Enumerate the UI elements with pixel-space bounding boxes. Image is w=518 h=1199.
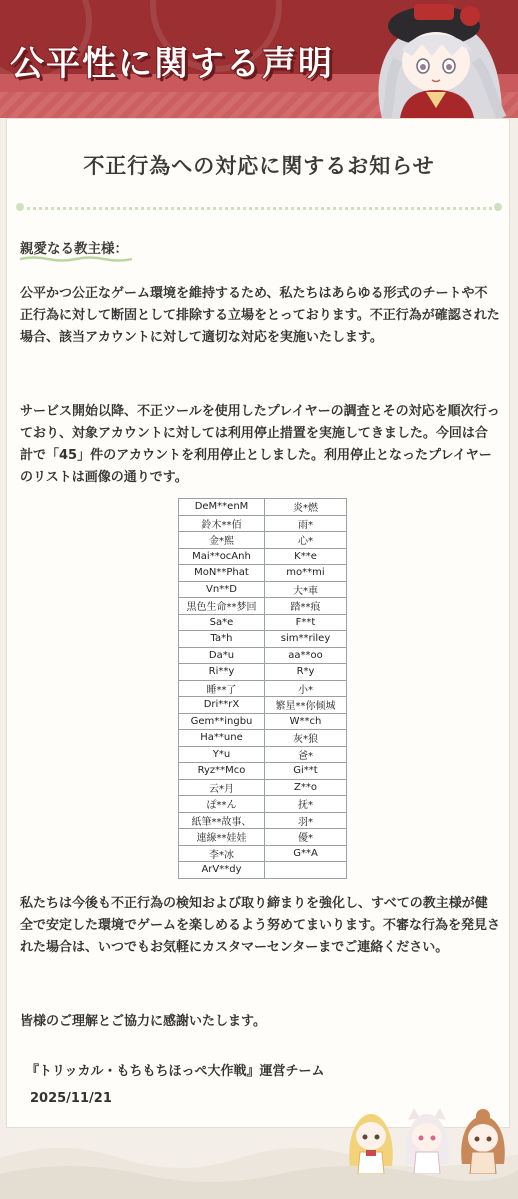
chibi-character-illustration	[344, 1106, 398, 1174]
notice-date: 2025/11/21	[30, 1091, 112, 1106]
table-row	[179, 499, 347, 516]
table-cell: ArV**dy	[179, 862, 265, 879]
table-cell: Ri**y	[179, 664, 265, 681]
table-cell: 抚*	[265, 796, 347, 813]
table-row	[179, 598, 347, 615]
table-cell: ぽ**ん	[179, 796, 265, 813]
table-row	[179, 713, 347, 730]
table-cell: Gem**ingbu	[179, 713, 265, 730]
table-cell: 云*月	[179, 779, 265, 796]
notice-title: 不正行為への対応に関するお知らせ	[83, 154, 435, 178]
table-row	[179, 845, 347, 862]
table-row	[179, 647, 347, 664]
table-cell: K**e	[265, 548, 347, 565]
table-cell: 踏**痕	[265, 598, 347, 615]
table-cell: 心*	[265, 532, 347, 549]
table-row	[179, 565, 347, 582]
paragraph-ban-report: サービス開始以降、不正ツールを使用したプレイヤーの調査とその対応を順次行っており、対象アカウントに対しては利用停止措置を実施してきました。今回は合計で「45」件のアカウントを利用停止としました。利用停止となったプレイヤーのリストは画像の通りです。	[20, 404, 500, 485]
table-cell: 小*	[265, 680, 347, 697]
table-cell: Sa*e	[179, 614, 265, 631]
table-row	[179, 730, 347, 747]
paragraph-commitment: 私たちは今後も不正行為の検知および取り締まりを強化し、すべての教主様が健全で安定した環境でゲームを楽しめるよう努めてまいります。不審な行為を発見された場合は、いつでもお気軽にカスタマーセンターまでご連絡ください。	[20, 896, 500, 955]
paragraph-thanks: 皆様のご理解とご協力に感謝いたします。	[20, 1014, 266, 1029]
table-row	[179, 680, 347, 697]
table-row	[179, 779, 347, 796]
table-row	[179, 631, 347, 648]
table-cell: mo**mi	[265, 565, 347, 582]
table-cell: Ha**une	[179, 730, 265, 747]
table-row	[179, 548, 347, 565]
divider-dot	[494, 203, 502, 211]
table-row	[179, 664, 347, 681]
table-cell: MoN**Phat	[179, 565, 265, 582]
table-cell: 灰*狼	[265, 730, 347, 747]
table-cell: Y*u	[179, 746, 265, 763]
table-cell: 黒色生命**梦回	[179, 598, 265, 615]
table-cell: R*y	[265, 664, 347, 681]
table-cell: 紙筆**故事、	[179, 812, 265, 829]
table-cell: 李*冰	[179, 845, 265, 862]
table-row	[179, 697, 347, 714]
table-cell: F**t	[265, 614, 347, 631]
table-cell: Z**o	[265, 779, 347, 796]
table-row	[179, 515, 347, 532]
table-cell: Vn**D	[179, 581, 265, 598]
table-cell: Dri**rX	[179, 697, 265, 714]
table-cell: DeM**enM	[179, 499, 265, 516]
table-cell: 繁星**你倾城	[265, 697, 347, 714]
table-cell: Mai**ocAnh	[179, 548, 265, 565]
divider-dot	[16, 203, 24, 211]
table-cell: 爸*	[265, 746, 347, 763]
title-divider	[20, 207, 498, 210]
table-cell: Gi**t	[265, 763, 347, 780]
table-cell: G**A	[265, 845, 347, 862]
table-row	[179, 581, 347, 598]
table-cell: 雨*	[265, 515, 347, 532]
table-cell: 連線**娃娃	[179, 829, 265, 846]
table-cell: 炎*燃	[265, 499, 347, 516]
table-cell: Da*u	[179, 647, 265, 664]
greeting: 親愛なる教主様：	[20, 241, 128, 257]
table-cell: 羽*	[265, 812, 347, 829]
table-cell: W**ch	[265, 713, 347, 730]
table-row	[179, 746, 347, 763]
table-cell: 優*	[265, 829, 347, 846]
banner-title: 公平性に関する声明	[10, 44, 334, 84]
header-banner	[0, 0, 518, 118]
table-cell: Ta*h	[179, 631, 265, 648]
table-row	[179, 812, 347, 829]
operations-team-signature: 『トリッカル・もちもちほっぺ大作戦』運営チーム	[26, 1064, 325, 1079]
table-cell: aa**oo	[265, 647, 347, 664]
table-cell: sim**riley	[265, 631, 347, 648]
table-row	[179, 763, 347, 780]
chibi-character-illustration	[400, 1106, 454, 1174]
table-cell: Ryz**Mco	[179, 763, 265, 780]
table-row	[179, 862, 347, 879]
table-row	[179, 532, 347, 549]
table-cell: 鈴木**佰	[179, 515, 265, 532]
paragraph-intro: 公平かつ公正なゲーム環境を維持するため、私たちはあらゆる形式のチートや不正行為に対して断固として排除する立場をとっております。不正行為が確認された場合、該当アカウントに対して適切な対応を実施いたします。	[20, 286, 500, 345]
table-row	[179, 796, 347, 813]
greeting-underline	[20, 256, 132, 262]
table-cell: 睡**了	[179, 680, 265, 697]
table-cell: 大*車	[265, 581, 347, 598]
chibi-character-illustration	[456, 1106, 510, 1174]
table-row	[179, 614, 347, 631]
mascot-character-illustration	[352, 0, 518, 118]
banned-players-table	[178, 498, 347, 879]
table-row	[179, 829, 347, 846]
table-cell: 金*熙	[179, 532, 265, 549]
table-cell	[265, 862, 347, 879]
